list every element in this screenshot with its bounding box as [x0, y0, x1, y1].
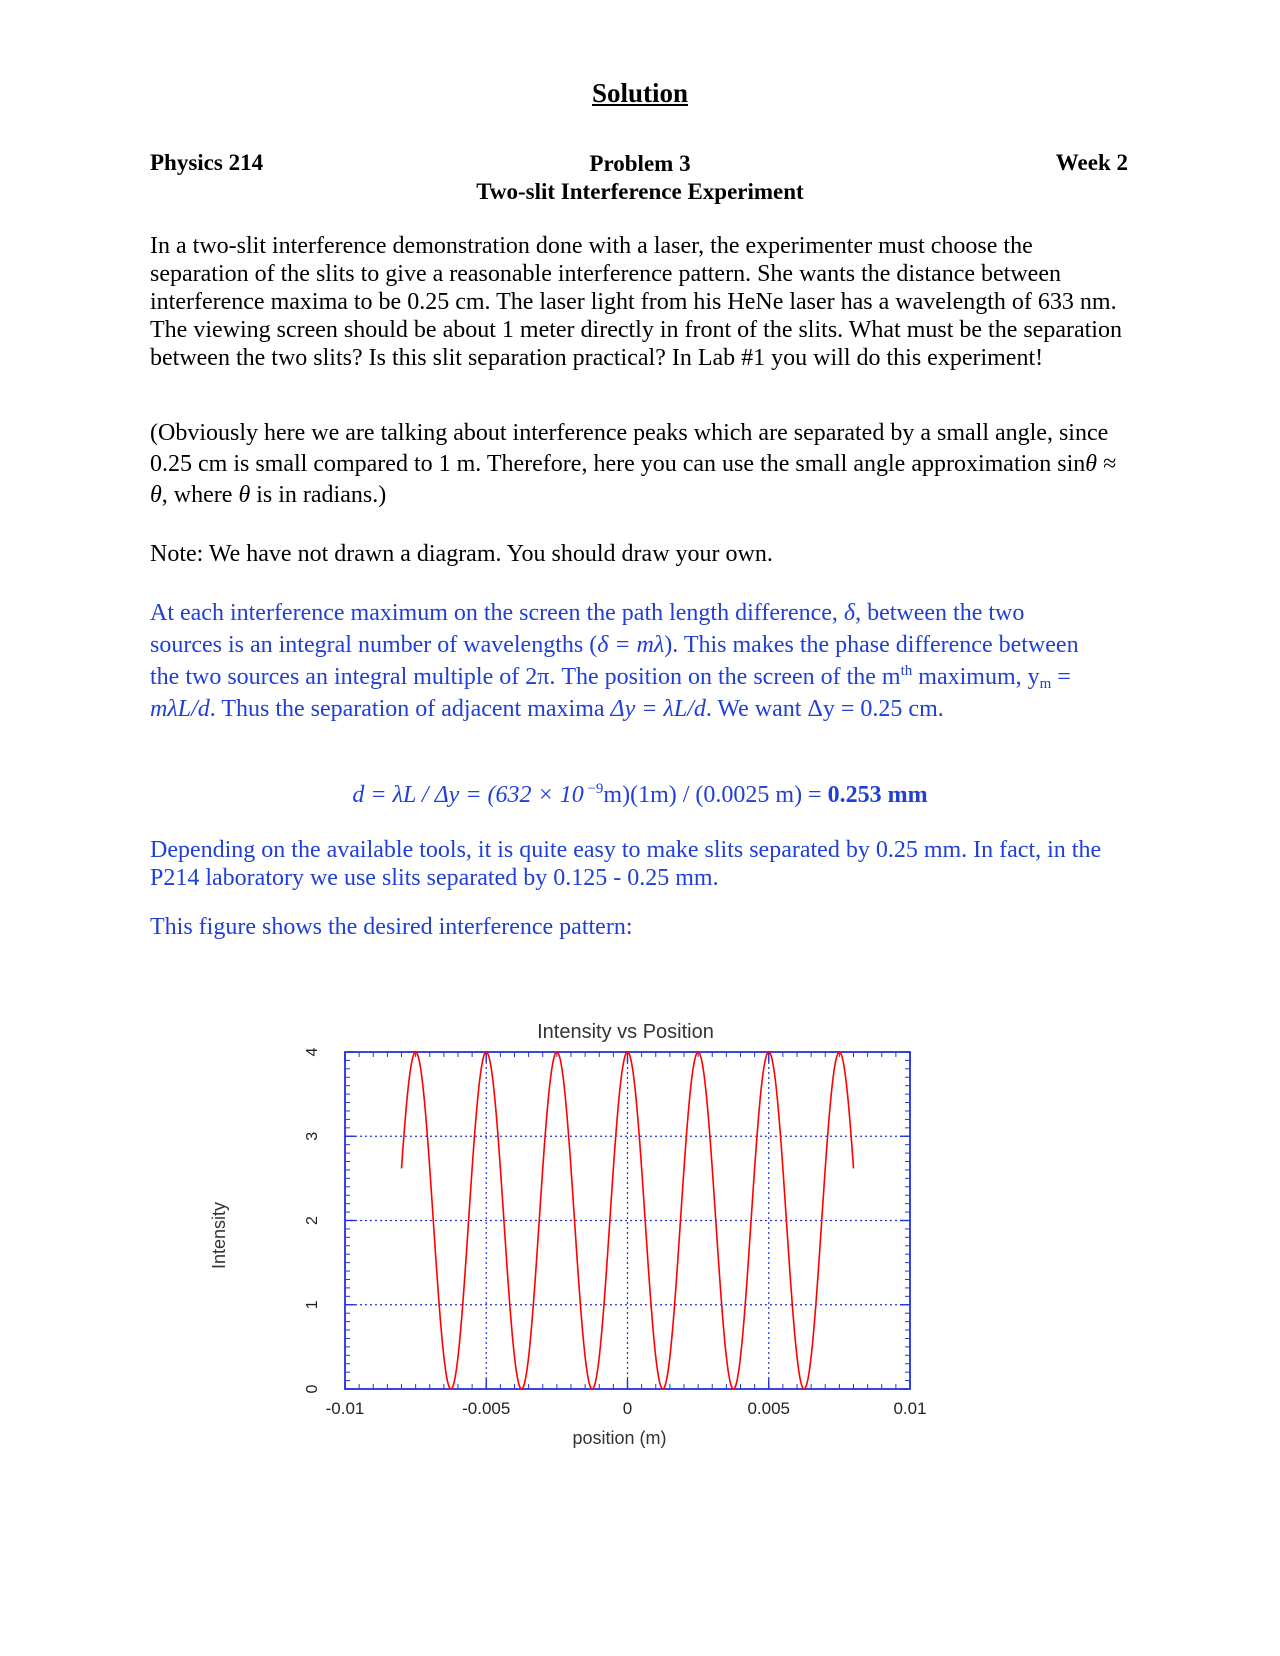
y-tick-label: 0 — [304, 1384, 322, 1394]
course-name: Physics 214 — [150, 150, 264, 175]
theta-symbol: θ — [1085, 451, 1098, 477]
subscript-m: m — [1039, 676, 1052, 692]
x-tick-label: 0 — [622, 1399, 633, 1418]
x-tick-label: 0.005 — [747, 1399, 791, 1418]
page-title: Solution — [591, 78, 689, 108]
approx-text-b: ≈ — [1097, 451, 1117, 477]
approx-text-c: , where — [161, 482, 239, 508]
problem-number: Problem 3 — [589, 151, 691, 176]
theta-symbol: θ — [238, 482, 251, 508]
derivation-text: ). This makes the phase difference between the two sources an integral multiple of 2π. The position on the screen of the m — [150, 632, 1079, 690]
x-tick-label: 0.01 — [893, 1399, 927, 1418]
formula-rhs: m)(1m) / (0.0025 m) = — [603, 782, 828, 808]
derivation-text: . We want Δy = 0.25 cm. — [705, 696, 944, 722]
solution-derivation — [150, 597, 1090, 725]
theta-symbol: θ — [150, 482, 162, 508]
problem-statement: In a two-slit interference demonstration done with a laser, the experimenter must choose the separation of the slits to give a reasonable interference pattern. She wants the distance between interference maxima to be 0.25 cm. The laser light from his HeNe laser has a wavelength of 633 nm. The viewing screen should be about 1 meter directly in front of the slits. What must be the separation between the two slits? Is this slit separation practical? In Lab #1 you will do this experiment! — [150, 233, 1122, 371]
approximation-note — [150, 418, 1130, 511]
y-tick-label: 2 — [304, 1216, 322, 1225]
y-tick-label: 1 — [304, 1300, 322, 1310]
x-axis-label: position (m) — [572, 1428, 667, 1448]
derivation-text: . Thus the separation of adjacent maxima — [209, 696, 611, 722]
slit-separation-formula — [0, 782, 1280, 809]
formula-exponent: −9 — [583, 781, 604, 797]
path-difference-equation: δ = mλ — [597, 632, 665, 658]
derivation-text: maximum, y — [912, 664, 1040, 690]
x-tick-label: -0.01 — [325, 1399, 365, 1418]
superscript-th: th — [900, 663, 913, 679]
delta-symbol: δ — [843, 600, 856, 626]
derivation-text: , between the two sources is an integral number of wavelengths ( — [150, 600, 1025, 658]
chart-title: Intensity vs Position — [537, 1021, 714, 1043]
position-equation: mλL/d — [150, 696, 210, 722]
y-tick-label: 4 — [304, 1047, 322, 1057]
derivation-text: = — [1051, 664, 1071, 690]
formula-result: 0.253 mm — [827, 782, 928, 808]
x-tick-label: -0.005 — [462, 1399, 511, 1418]
derivation-text: At each interference maximum on the screen the path length difference, — [150, 600, 844, 626]
intensity-chart — [195, 1005, 965, 1465]
approx-text-a: (Obviously here we are talking about interference peaks which are separated by a small angle, since 0.25 cm is small compared to 1 m. Therefore, here you can use the small angle approximation sin — [150, 420, 1109, 477]
practicality-answer: Depending on the available tools, it is quite easy to make slits separated by 0.25 mm. In fact, in the P214 laboratory we use slits separated by 0.125 - 0.25 mm. — [150, 837, 1102, 891]
problem-subtitle: Two-slit Interference Experiment — [476, 179, 804, 204]
separation-equation: Δy = λL/d — [610, 696, 706, 722]
y-axis-label: Intensity — [209, 1201, 229, 1270]
week-label: Week 2 — [1055, 150, 1128, 175]
y-tick-label: 3 — [304, 1131, 322, 1141]
formula-lhs: d = λL / Δy = (632 × 10 — [352, 782, 584, 808]
approx-text-d: is in radians.) — [250, 482, 387, 508]
diagram-note: Note: We have not drawn a diagram. You should draw your own. — [150, 541, 773, 567]
figure-caption: This figure shows the desired interference pattern: — [150, 914, 633, 940]
